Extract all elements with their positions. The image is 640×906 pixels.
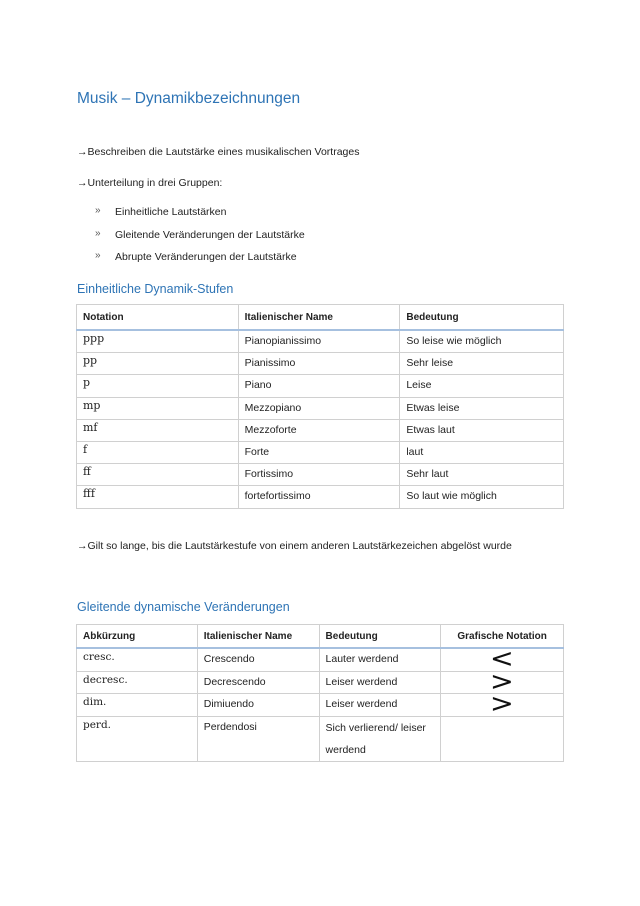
table-row: perd. Perdendosi Sich verlierend/ leiser werdend bbox=[77, 716, 564, 761]
bullet-mark: » bbox=[95, 250, 101, 261]
column-header: Abkürzung bbox=[77, 625, 198, 649]
validity-note: →Gilt so lange, bis die Lautstärkestufe von einem anderen Lautstärkezeichen abgelöst wurde bbox=[77, 540, 512, 552]
list-item: » Einheitliche Lautstärken bbox=[95, 205, 227, 218]
table-row: cresc. Crescendo Lauter werdend < bbox=[77, 648, 564, 671]
column-header: Grafische Notation bbox=[441, 625, 564, 649]
column-header: Italienischer Name bbox=[197, 625, 319, 649]
table-row: pp Pianissimo Sehr leise bbox=[77, 353, 564, 375]
table-row: f Forte laut bbox=[77, 441, 564, 463]
table-row: mp Mezzopiano Etwas leise bbox=[77, 397, 564, 419]
column-header: Italienischer Name bbox=[238, 305, 400, 331]
table-row: ff Fortissimo Sehr laut bbox=[77, 464, 564, 486]
table-row: ppp Pianopianissimo So leise wie möglich bbox=[77, 330, 564, 353]
table-row: mf Mezzoforte Etwas laut bbox=[77, 419, 564, 441]
table-row: dim. Dimiuendo Leiser werdend > bbox=[77, 694, 564, 717]
bullet-mark: » bbox=[95, 205, 101, 216]
table-row: p Piano Leise bbox=[77, 375, 564, 397]
table-row: fff fortefortissimo So laut wie möglich bbox=[77, 486, 564, 508]
gradual-changes-table bbox=[76, 624, 564, 762]
table-row: decresc. Decrescendo Leiser werdend > bbox=[77, 671, 564, 694]
table-header-row bbox=[77, 305, 564, 331]
bullet-list bbox=[95, 206, 305, 274]
intro-line-2: →Unterteilung in drei Gruppen: bbox=[77, 177, 223, 189]
list-item: » Abrupte Veränderungen der Lautstärke bbox=[95, 250, 297, 263]
dynamics-levels-table bbox=[76, 304, 564, 509]
bullet-mark: » bbox=[95, 227, 101, 239]
list-item: » Gleitende Veränderungen der Lautstärke bbox=[95, 227, 305, 241]
column-header: Bedeutung bbox=[319, 625, 441, 649]
diminuendo-hairpin-icon: > bbox=[441, 694, 564, 717]
section-heading-levels: Einheitliche Dynamik-Stufen bbox=[77, 282, 234, 296]
crescendo-hairpin-icon: < bbox=[441, 648, 564, 671]
section-heading-gradual: Gleitende dynamische Veränderungen bbox=[77, 600, 290, 614]
page-title: Musik – Dynamikbezeichnungen bbox=[77, 90, 301, 107]
intro-line-1: →Beschreiben die Lautstärke eines musikalischen Vortrages bbox=[77, 146, 360, 158]
column-header: Bedeutung bbox=[400, 305, 564, 331]
column-header: Notation bbox=[77, 305, 239, 331]
decrescendo-hairpin-icon: > bbox=[441, 671, 564, 694]
